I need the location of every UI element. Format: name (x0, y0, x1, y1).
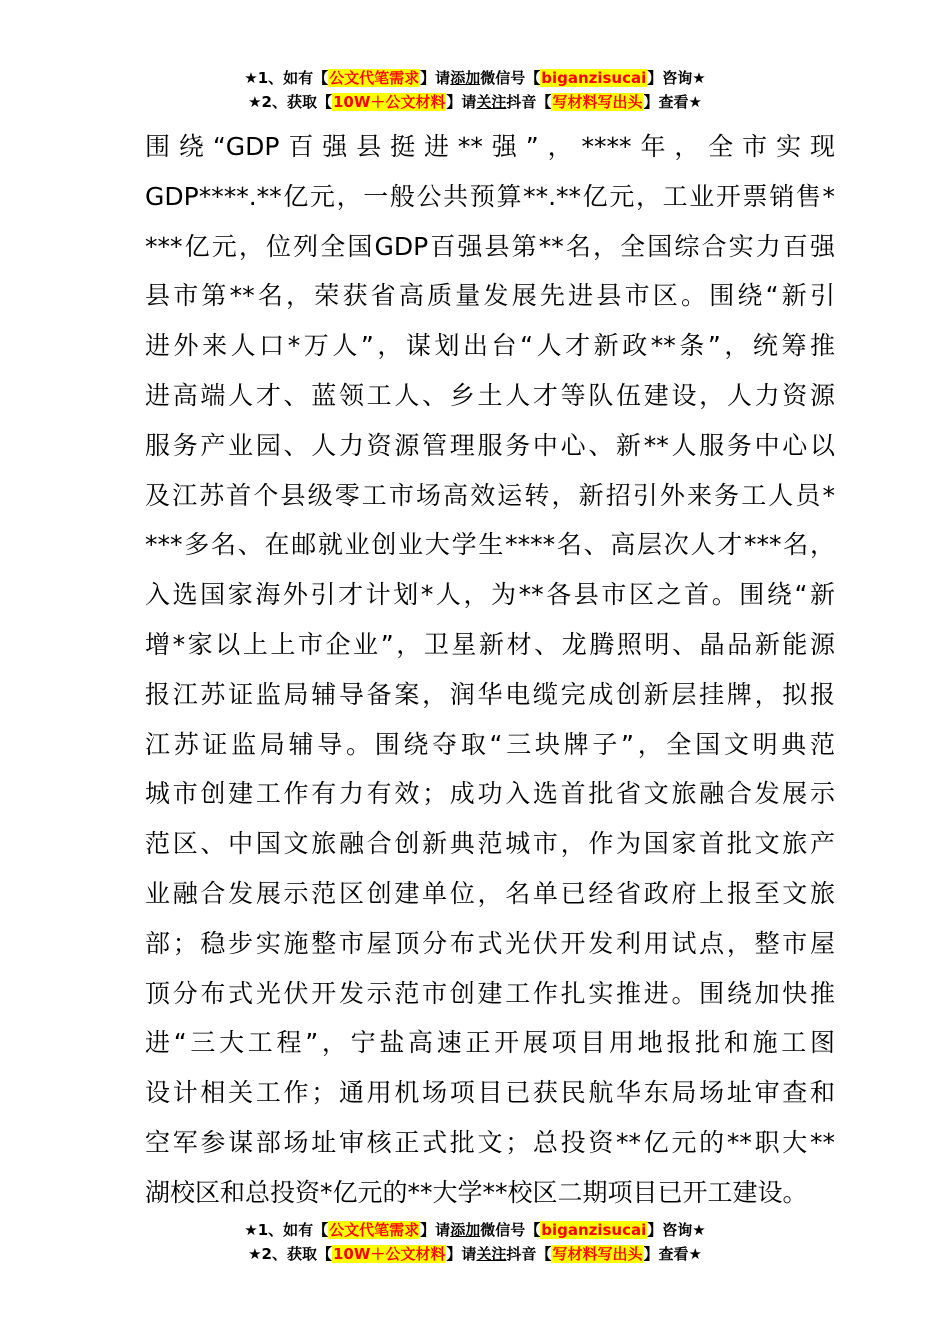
highlight-douyin-account: 写材料写出头 (552, 93, 643, 111)
body-line: 进“三大工程”，宁盐高速正开展项目用地报批和施工图 (145, 1028, 835, 1058)
body-line: 围绕“GDP百强县挺进**强”，****年，全市实现 (145, 132, 835, 161)
header-banner-line-1 (0, 66, 950, 90)
highlight-wechat-id: biganzisucai (541, 69, 647, 87)
body-line: ***亿元，位列全国GDP百强县第**名，全国综合实力百强 (145, 231, 835, 261)
banner-text: 】查看★ (643, 1245, 702, 1263)
banner-text: 微信号【 (480, 69, 541, 87)
highlight-service: 公文代笔需求 (329, 1221, 420, 1239)
banner-text: ★2、获取【 (248, 1245, 332, 1263)
footer-banner-line-2 (0, 1242, 950, 1266)
body-line: 及江苏首个县级零工市场高效运转，新招引外来务工人员* (145, 480, 835, 510)
banner-text: ★1、如有【 (244, 1221, 329, 1239)
body-line: 江苏证监局辅导。围绕夺取“三块牌子”，全国文明典范 (145, 729, 835, 759)
body-line: 进外来人口*万人”，谋划出台“人才新政**条”，统筹推 (145, 331, 835, 361)
body-line: 范区、中国文旅融合创新典范城市，作为国家首批文旅产 (145, 829, 835, 859)
banner-text: 】请 (420, 69, 451, 87)
banner-text: 】咨询★ (647, 69, 706, 87)
underlined-add: 添加 (450, 69, 481, 87)
banner-text: 】咨询★ (647, 1221, 706, 1239)
banner-text: 抖音【 (506, 93, 552, 111)
highlight-service: 公文代笔需求 (329, 69, 420, 87)
header-banner (0, 66, 950, 114)
banner-text: 】请 (446, 93, 477, 111)
header-banner-line-2 (0, 90, 950, 114)
body-line: 设计相关工作；通用机场项目已获民航华东局场址审查和 (145, 1078, 835, 1108)
body-line: 服务产业园、人力资源管理服务中心、新**人服务中心以 (145, 430, 835, 460)
body-line: 顶分布式光伏开发示范市创建工作扎实推进。围绕加快推 (145, 978, 835, 1008)
banner-text: 微信号【 (480, 1221, 541, 1239)
highlight-wechat-id: biganzisucai (541, 1221, 647, 1239)
body-line: 业融合发展示范区创建单位，名单已经省政府上报至文旅 (145, 878, 835, 908)
body-line: 城市创建工作有力有效；成功入选首批省文旅融合发展示 (145, 779, 835, 809)
body-paragraph (145, 122, 835, 1218)
body-line: 报江苏证监局辅导备案，润华电缆完成创新层挂牌，拟报 (145, 679, 835, 709)
body-line: ***多名、在邮就业创业大学生****名、高层次人才***名， (145, 530, 835, 560)
banner-text: 抖音【 (506, 1245, 552, 1263)
underlined-add: 添加 (450, 1221, 481, 1239)
body-line: 空军参谋部场址审核正式批文；总投资**亿元的**职大** (145, 1127, 835, 1157)
body-line: 湖校区和总投资*亿元的**大学**校区二期项目已开工建设。 (145, 1177, 808, 1207)
highlight-douyin-account: 写材料写出头 (552, 1245, 643, 1263)
body-line: GDP****.**亿元，一般公共预算**.**亿元，工业开票销售* (145, 181, 835, 211)
banner-text: 】请 (446, 1245, 477, 1263)
underlined-follow: 关注 (476, 93, 507, 111)
highlight-materials: 10W＋公文材料 (332, 93, 446, 111)
body-line: 部；稳步实施整市屋顶分布式光伏开发利用试点，整市屋 (145, 928, 835, 958)
footer-banner (0, 1218, 950, 1266)
body-line: 进高端人才、蓝领工人、乡土人才等队伍建设，人力资源 (145, 380, 835, 410)
highlight-materials: 10W＋公文材料 (332, 1245, 446, 1263)
underlined-follow: 关注 (476, 1245, 507, 1263)
body-line: 入选国家海外引才计划*人，为**各县市区之首。围绕“新 (145, 580, 835, 610)
body-line: 增*家以上上市企业”，卫星新材、龙腾照明、晶品新能源 (145, 629, 835, 659)
footer-banner-line-1 (0, 1218, 950, 1242)
body-line: 县市第**名，荣获省高质量发展先进县市区。围绕“新引 (145, 281, 835, 311)
banner-text: ★1、如有【 (244, 69, 329, 87)
banner-text: 】查看★ (643, 93, 702, 111)
banner-text: ★2、获取【 (248, 93, 332, 111)
banner-text: 】请 (420, 1221, 451, 1239)
